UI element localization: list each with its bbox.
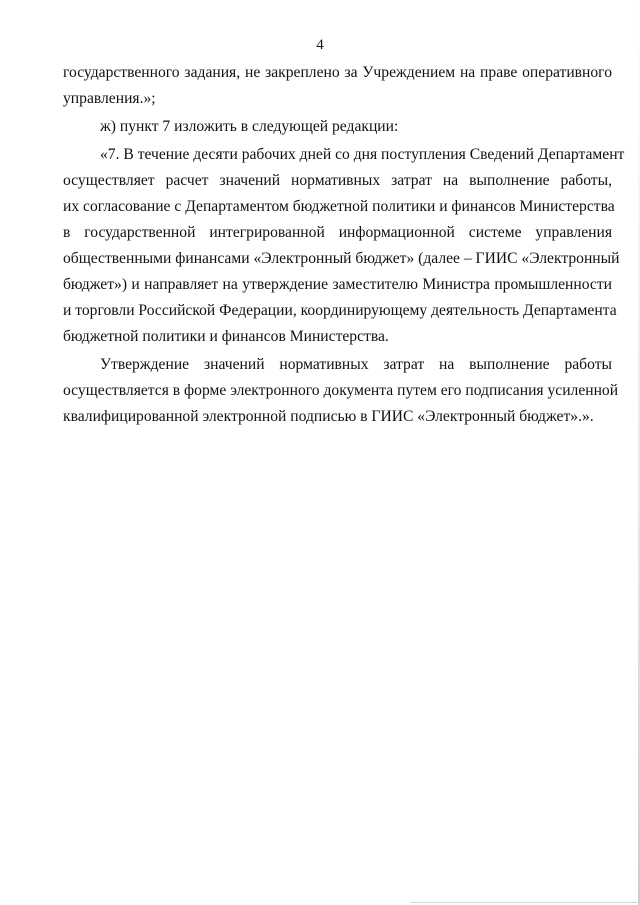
text-line: общественными финансами «Электронный бюджет» (далее – ГИИС «Электронный xyxy=(63,250,620,267)
text-line: государственного задания, не закреплено за Учреждением на праве оперативного xyxy=(63,64,612,81)
text-line: в государственной интегрированной информационной системе управления xyxy=(63,224,612,241)
text-line: бюджет») и направляет на утверждение заместителю Министра промышленности xyxy=(63,276,612,293)
page-number: 4 xyxy=(316,37,324,53)
text-line: и торговли Российской Федерации, координирующему деятельность Департамента xyxy=(63,302,617,319)
text-line: квалифицированной электронной подписью в ГИИС «Электронный бюджет».». xyxy=(63,408,594,425)
scan-bottom-line xyxy=(410,902,640,903)
text-line: Утверждение значений нормативных затрат на выполнение работы xyxy=(100,356,612,373)
text-line: осуществляется в форме электронного документа путем его подписания усиленной xyxy=(63,382,619,399)
text-line: управления.»; xyxy=(63,90,156,107)
text-line: «7. В течение десяти рабочих дней со дня поступления Сведений Департамент xyxy=(100,146,625,163)
text-line: бюджетной политики и финансов Министерства. xyxy=(63,328,389,345)
document-body xyxy=(63,60,625,430)
text-line: осуществляет расчет значений нормативных затрат на выполнение работы, xyxy=(63,172,612,189)
list-item-zh: ж) пункт 7 изложить в следующей редакции: xyxy=(100,118,399,135)
text-line: их согласование с Департаментом бюджетной политики и финансов Министерства xyxy=(63,198,615,215)
